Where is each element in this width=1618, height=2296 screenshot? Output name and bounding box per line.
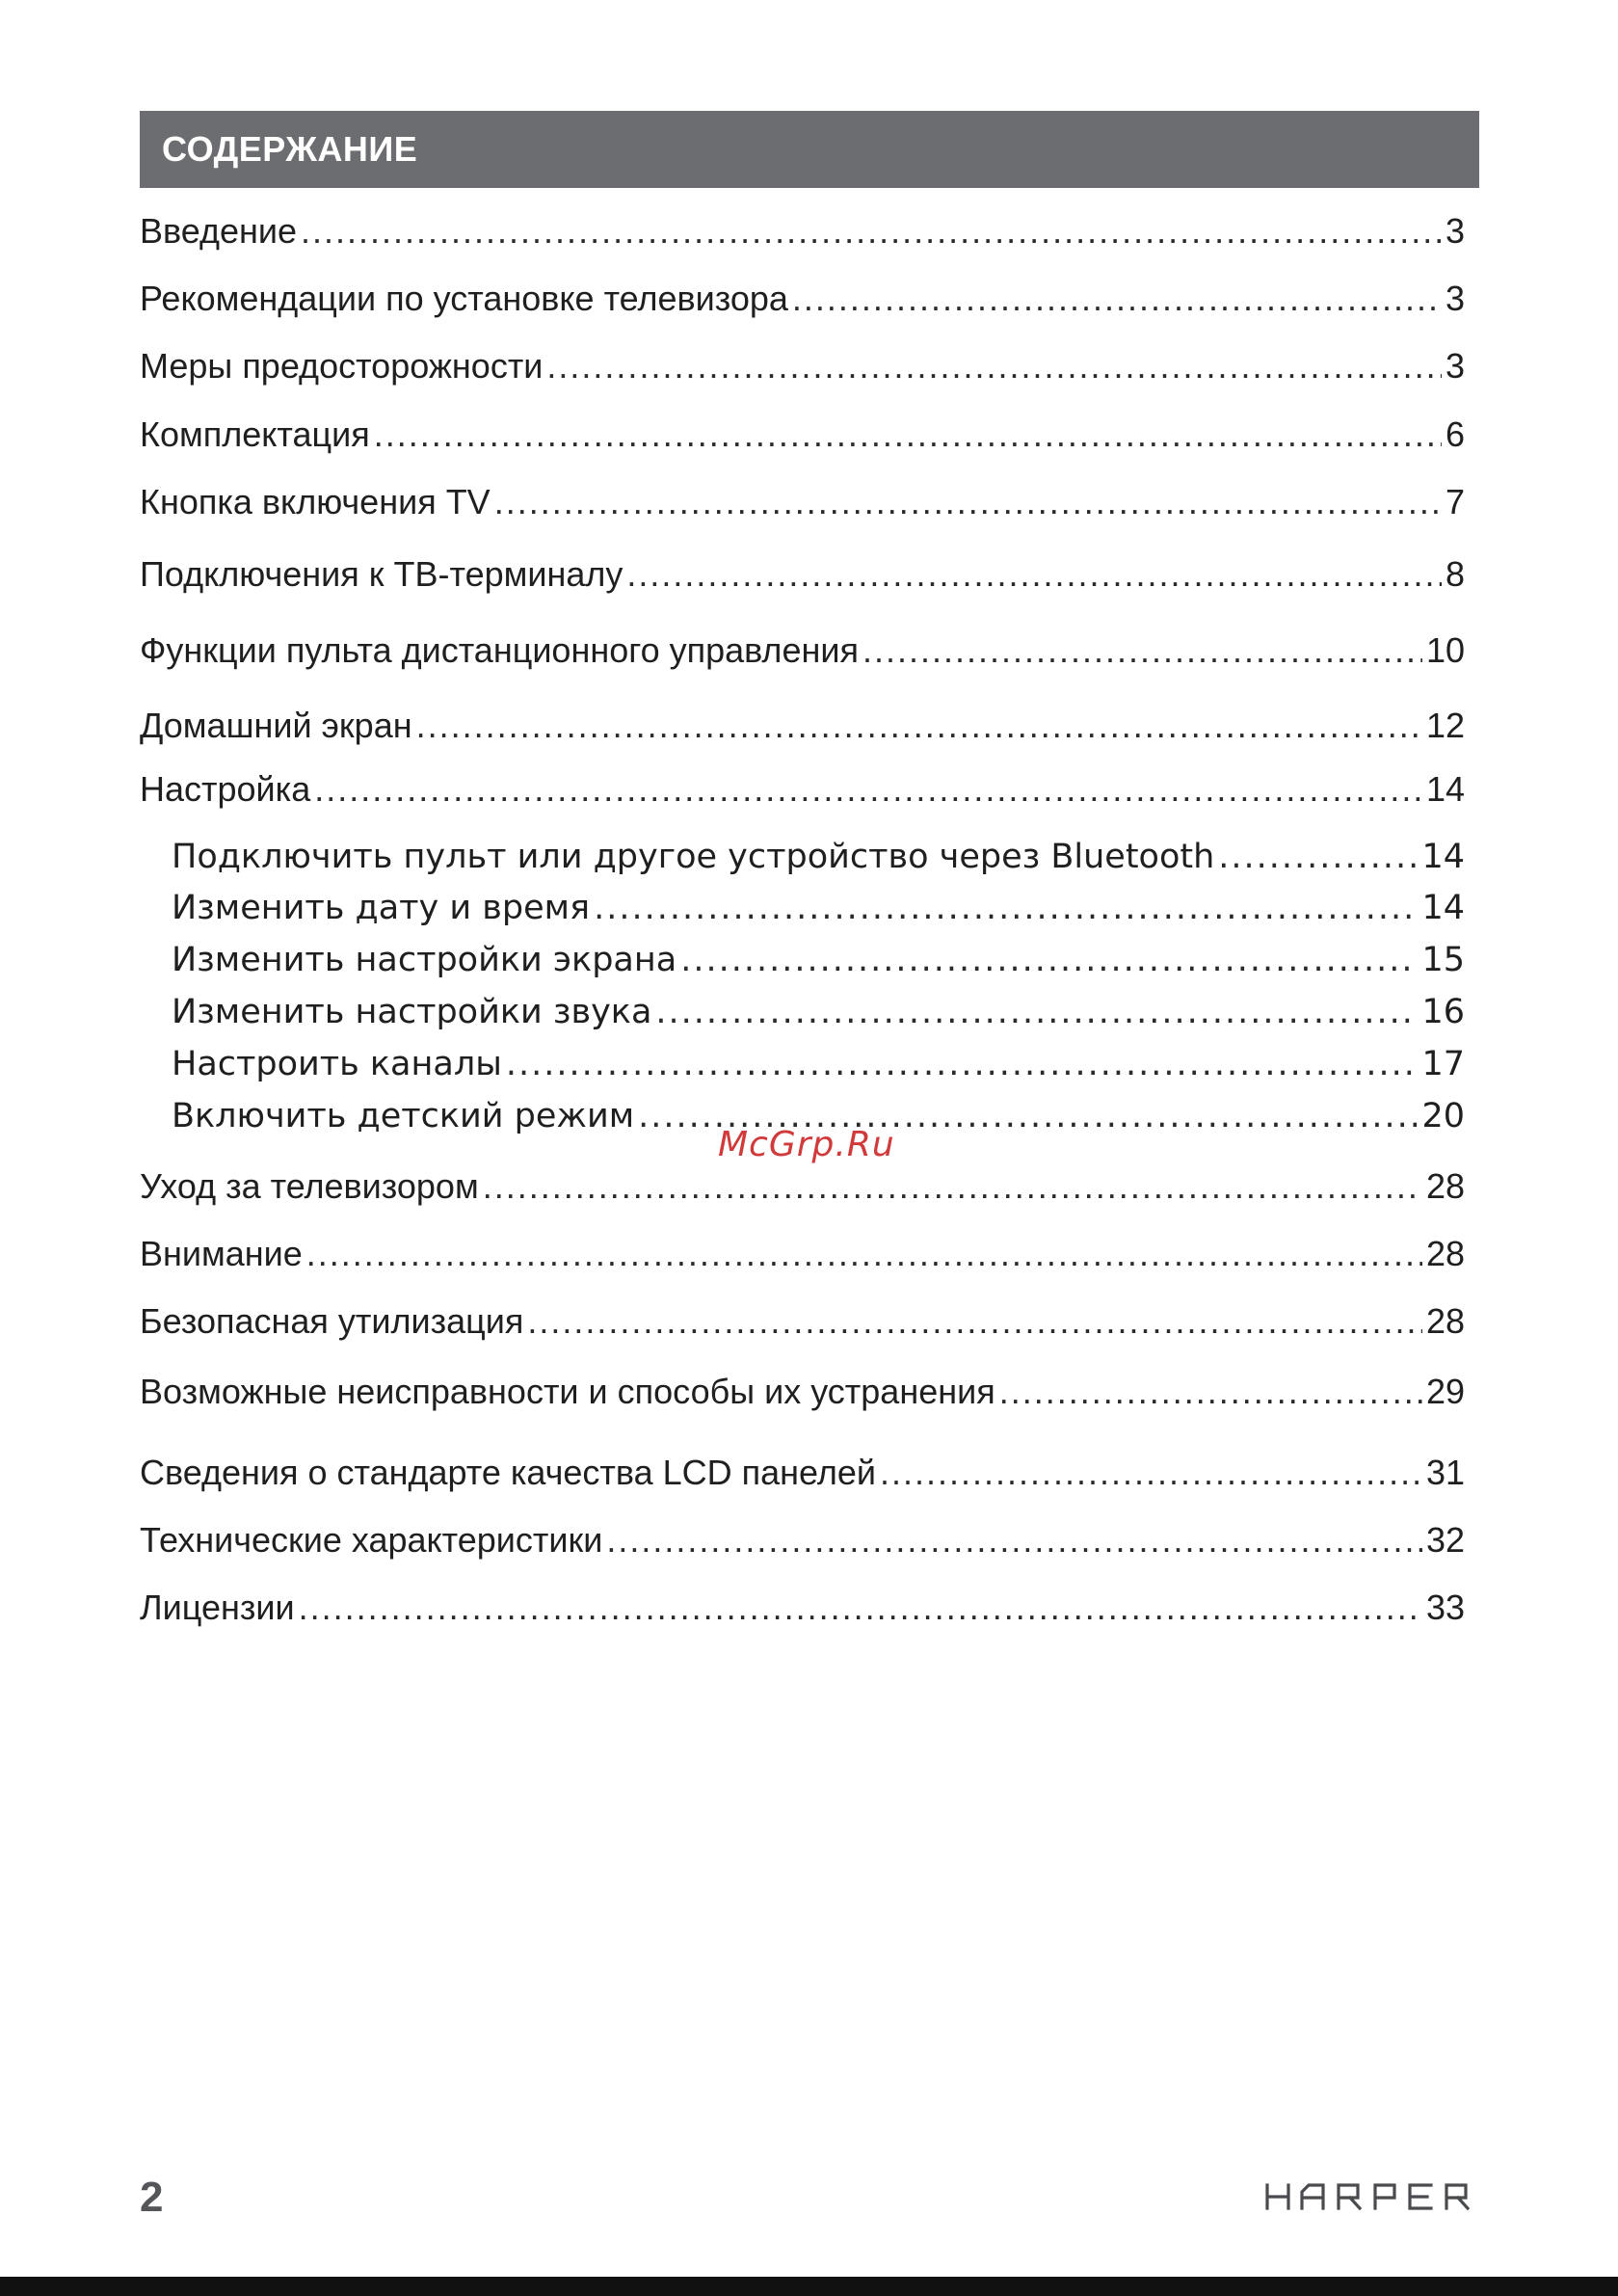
- toc-entry[interactable]: [140, 554, 1465, 594]
- toc-entry-page: 20: [1421, 1097, 1465, 1135]
- toc-entry-title: Безопасная утилизация: [140, 1301, 524, 1341]
- toc-entry-page: 12: [1425, 706, 1465, 745]
- toc-entry-page: 16: [1421, 993, 1465, 1031]
- toc-entry-title: Рекомендации по установке телевизора: [140, 279, 788, 318]
- toc-entry-title: Возможные неисправности и способы их устранения: [140, 1372, 995, 1411]
- toc-leader-dots: [680, 944, 1418, 977]
- toc-entry[interactable]: [172, 993, 1465, 1031]
- toc-leader-dots: [862, 633, 1422, 668]
- toc-entry-title: Меры предосторожности: [140, 346, 544, 386]
- toc-entry[interactable]: [140, 1372, 1465, 1411]
- toc-entry[interactable]: [140, 1166, 1465, 1206]
- toc-entry-title: Изменить настройки экрана: [172, 941, 677, 979]
- toc-entry-page: 33: [1425, 1588, 1465, 1627]
- toc-entry-page: 10: [1425, 630, 1465, 670]
- toc-entry[interactable]: [172, 838, 1465, 876]
- page-number: 2: [140, 2174, 164, 2221]
- toc-entry[interactable]: [172, 1045, 1465, 1083]
- toc-entry-title: Включить детский режим: [172, 1097, 635, 1135]
- toc-entry[interactable]: [140, 708, 1465, 743]
- toc-entry-page: 3: [1445, 211, 1465, 251]
- toc-entry-title: Внимание: [140, 1234, 303, 1273]
- bottom-edge: [0, 2277, 1618, 2296]
- toc-entry-page: 15: [1421, 941, 1465, 979]
- toc-entry-page: 29: [1425, 1372, 1465, 1411]
- toc-entry-page: 31: [1425, 1453, 1465, 1492]
- toc-leader-dots: [494, 485, 1442, 520]
- toc-leader-dots: [626, 557, 1442, 592]
- toc-entry[interactable]: [140, 414, 1465, 454]
- toc-entry[interactable]: [140, 769, 1465, 809]
- toc-leader-dots: [880, 1455, 1422, 1490]
- toc-leader-dots: [299, 1590, 1422, 1625]
- toc-entry-title: Функции пульта дистанционного управления: [140, 630, 859, 670]
- toc-entry[interactable]: [140, 211, 1465, 251]
- toc-entry-title: Настроить каналы: [172, 1045, 502, 1083]
- toc-leader-dots: [606, 1523, 1422, 1558]
- toc-entry[interactable]: [140, 346, 1465, 386]
- toc-entry-title: Подключения к ТВ-терминалу: [140, 554, 623, 594]
- toc-entry-page: 3: [1445, 279, 1465, 318]
- toc-entry[interactable]: [140, 1301, 1465, 1341]
- toc-leader-dots: [999, 1375, 1422, 1409]
- toc-entry-page: 28: [1425, 1301, 1465, 1341]
- toc-entry[interactable]: [140, 1234, 1465, 1273]
- toc-entry-page: 3: [1445, 346, 1465, 386]
- toc-entry-title: Кнопка включения TV: [140, 482, 491, 521]
- toc-entry-page: 28: [1425, 1166, 1465, 1206]
- toc-leader-dots: [546, 349, 1442, 384]
- toc-entry-title: Уход за телевизором: [140, 1166, 479, 1206]
- toc-leader-dots: [1218, 841, 1418, 874]
- toc-entry-page: 6: [1445, 414, 1465, 454]
- toc-leader-dots: [483, 1169, 1422, 1204]
- harper-logo: [1265, 2182, 1473, 2211]
- toc-entry-page: 32: [1425, 1520, 1465, 1560]
- toc-entry-title: Технические характеристики: [140, 1520, 603, 1560]
- toc-entry-page: 8: [1445, 554, 1465, 594]
- toc-entry-title: Комплектация: [140, 414, 370, 454]
- toc-leader-dots: [792, 281, 1442, 316]
- toc-entry-page: 14: [1421, 838, 1465, 876]
- toc-leader-dots: [527, 1304, 1422, 1339]
- toc-entry-title: Изменить дату и время: [172, 889, 591, 927]
- toc-entry-page: 28: [1425, 1234, 1465, 1273]
- toc-entry-title: Лицензии: [140, 1588, 295, 1627]
- toc-entry[interactable]: [140, 1520, 1465, 1560]
- toc-leader-dots: [655, 996, 1418, 1029]
- watermark: McGrp.Ru: [718, 1125, 895, 1164]
- page-title: СОДЕРЖАНИЕ: [162, 129, 418, 169]
- toc-entry-page: 14: [1425, 769, 1465, 809]
- toc-entry[interactable]: [140, 1590, 1465, 1625]
- toc-entry[interactable]: [172, 889, 1465, 927]
- toc-leader-dots: [594, 892, 1418, 925]
- toc-entry[interactable]: [140, 281, 1465, 316]
- toc-leader-dots: [506, 1048, 1419, 1081]
- toc-entry-page: 7: [1445, 482, 1465, 521]
- toc-entry-page: 14: [1421, 889, 1465, 927]
- toc-entry[interactable]: [172, 941, 1465, 979]
- toc-entry[interactable]: [140, 1455, 1465, 1490]
- toc-entry-title: Введение: [140, 211, 298, 251]
- toc-leader-dots: [416, 708, 1422, 743]
- toc-entry-title: Подключить пульт или другое устройство через Bluetooth: [172, 838, 1215, 876]
- toc-entry[interactable]: [140, 482, 1465, 521]
- toc-entry[interactable]: [140, 630, 1465, 670]
- toc-leader-dots: [314, 772, 1422, 807]
- toc-entry-page: 17: [1421, 1045, 1465, 1083]
- toc-entry-title: Домашний экран: [140, 706, 412, 745]
- toc-entry-title: Изменить настройки звука: [172, 993, 652, 1031]
- toc-leader-dots: [306, 1237, 1422, 1271]
- toc-leader-dots: [301, 214, 1442, 249]
- toc-entry-title: Настройка: [140, 769, 311, 809]
- toc-entry-title: Сведения о стандарте качества LCD панелей: [140, 1453, 876, 1492]
- toc-leader-dots: [374, 417, 1442, 452]
